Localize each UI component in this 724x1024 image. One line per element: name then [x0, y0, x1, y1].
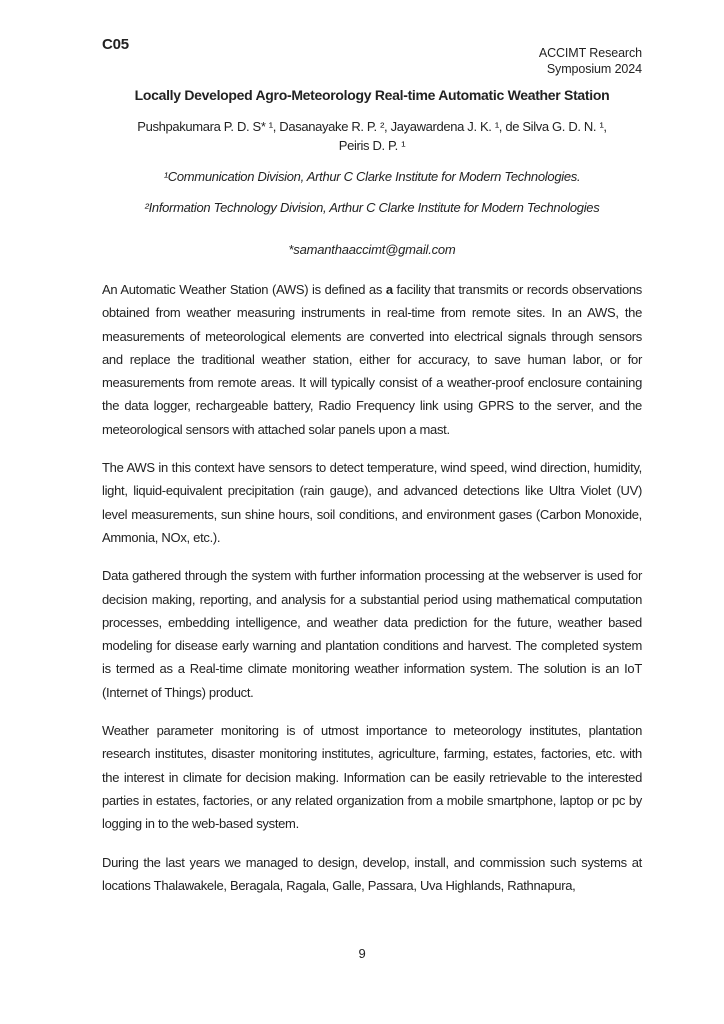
paragraph-2: The AWS in this context have sensors to detect temperature, wind speed, wind direction, humidity, light, liquid-equivalent precipitation (rain gauge), and advanced detections like Ultra Violet (UV) level measurements, sun shine hours, soil conditions, and environment gases (Carbon Monoxide, Ammonia, NOx, etc.). — [102, 460, 642, 545]
conference-name: ACCIMT Research — [538, 46, 642, 60]
paragraph-1 — [102, 278, 642, 441]
conference-year: Symposium 2024 — [546, 62, 642, 76]
authors-line-2: Peiris D. P. ¹ — [338, 138, 406, 153]
affiliation-1: ¹Communication Division, Arthur C Clarke Institute for Modern Technologies. — [163, 169, 581, 184]
abstract-body — [102, 278, 642, 897]
page-number: 9 — [358, 946, 366, 961]
paper-code: C05 — [102, 36, 129, 53]
paragraph-1-post: facility that transmits or records observations obtained from weather measuring instruments in real-time from remote sites. In an AWS, the measurements of meteorological elements are converted into electrical signals through sensors and replace the traditional weather station, either for accuracy, to save human labor, or for measurements from remote areas. It will typically consist of a weather-proof enclosure containing the data logger, rechargeable battery, Radio Frequency link using GPRS to the server, and the meteorological sensors with attached solar panels upon a mast. — [102, 282, 642, 437]
paragraph-1-bold-word: a — [385, 282, 393, 297]
page-header — [102, 36, 642, 77]
affiliation-2: ²Information Technology Division, Arthur C Clarke Institute for Modern Technologies — [144, 200, 600, 215]
authors-block — [102, 117, 642, 155]
paragraph-5: During the last years we managed to design, develop, install, and commission such systems at locations Thalawakele, Beragala, Ragala, Galle, Passara, Uva Highlands, Rathnapura, — [102, 854, 642, 893]
conference-header — [539, 45, 642, 77]
corresponding-author-email: *samanthaaccimt@gmail.com — [288, 242, 456, 257]
authors-line-1: Pushpakumara P. D. S* ¹, Dasanayake R. P. ², Jayawardena J. K. ¹, de Silva G. D. N. ¹, — [137, 119, 607, 134]
paragraph-4: Weather parameter monitoring is of utmost importance to meteorology institutes, plantation research institutes, disaster monitoring institutes, agriculture, farming, estates, factories, etc. with the interest in climate for decision making. Information can be easily retrievable to the interested parties in estates, factories, or any related organization from a mobile smartphone, laptop or pc by logging in to the web-based system. — [102, 723, 642, 832]
paper-title: Locally Developed Agro-Meteorology Real-time Automatic Weather Station — [134, 87, 610, 103]
paragraph-3: Data gathered through the system with further information processing at the webserver is used for decision making, reporting, and analysis for a substantial period using mathematical computation processes, embedding intelligence, and weather data prediction for the future, weather based modeling for disease early warning and plantation conditions and harvest. The completed system is termed as a Real-time climate monitoring weather information system. The solution is an IoT (Internet of Things) product. — [102, 568, 642, 700]
paragraph-1-pre: An Automatic Weather Station (AWS) is defined as — [102, 282, 386, 297]
